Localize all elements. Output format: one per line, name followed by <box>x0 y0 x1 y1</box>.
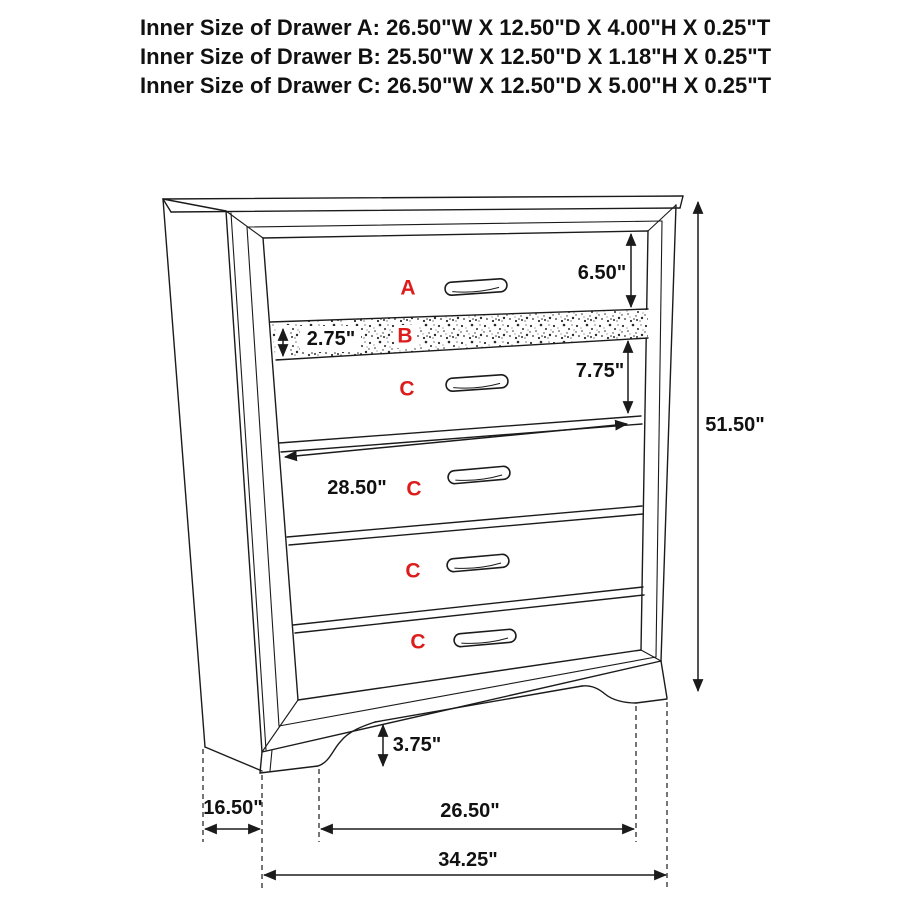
drawer-a-handle <box>445 278 508 295</box>
drawer-c1-letter: C <box>399 377 415 401</box>
top-board-front-edge <box>171 208 680 212</box>
divider-2-top <box>287 506 642 537</box>
drawer-width-arrow <box>285 424 627 457</box>
frame-right-outer <box>661 205 676 661</box>
drawer-dividers <box>279 416 644 633</box>
drawer-c2-letter: C <box>406 477 422 501</box>
inner-size-note-drawer-b: Inner Size of Drawer B: 25.50"W X 12.50"D X 1.18"H X 0.25"T <box>140 44 772 69</box>
drawer-c4-handle <box>454 629 517 647</box>
between-legs-label: 26.50" <box>440 800 500 822</box>
divider-2-bottom <box>289 514 643 545</box>
overall-width-label: 34.25" <box>438 849 498 871</box>
drawer-c1-handle <box>446 374 509 391</box>
drawer-c4-letter: C <box>410 630 426 654</box>
opening-top <box>263 231 648 238</box>
divider-3-top <box>293 587 643 625</box>
divider-3-bottom <box>295 595 644 633</box>
extension-lines <box>203 702 667 889</box>
frame-bevel-left <box>247 227 279 726</box>
drawer-c2-handle <box>448 466 511 484</box>
divider-1-top <box>279 416 641 443</box>
apron-edge <box>375 686 582 722</box>
drawer-b-letter: B <box>397 324 413 348</box>
drawer-c3-letter: C <box>405 559 421 583</box>
plinth-left-corner-detail <box>270 750 272 771</box>
right-foot-curve <box>582 686 636 703</box>
side-front-seam <box>231 213 266 750</box>
top-edge <box>163 196 683 199</box>
side-bottom-edge <box>205 747 262 771</box>
drawer-width-label: 28.50" <box>327 477 387 499</box>
miter-bottom-left <box>262 700 298 752</box>
drawer-c-height-label: 7.75" <box>575 360 625 382</box>
base-and-feet <box>260 661 667 773</box>
plinth-right-edge <box>661 661 667 698</box>
right-foot-bottom <box>636 699 667 703</box>
side-left-edge <box>163 199 205 747</box>
inner-size-note-drawer-a: Inner Size of Drawer A: 26.50"W X 12.50"D X 4.00"H X 0.25"T <box>140 15 771 40</box>
frame-bevel-bottom <box>279 657 656 726</box>
frame-bevel-top <box>247 221 662 227</box>
plinth-left-edge <box>260 752 262 773</box>
drawer-b-height-label: 2.75" <box>306 328 356 350</box>
top-right-cap <box>680 196 683 208</box>
left-foot-bottom <box>260 766 318 773</box>
side-depth-label: 16.50" <box>203 797 263 819</box>
frame-left-outer <box>226 211 262 752</box>
opening-bottom <box>298 650 641 700</box>
inner-size-note-drawer-c: Inner Size of Drawer C: 26.50"W X 12.50"D X 5.00"H X 0.25"T <box>140 73 772 98</box>
drawer-a-letter: A <box>400 276 416 300</box>
overall-height-label: 51.50" <box>705 414 765 436</box>
foot-height-label: 3.75" <box>392 734 442 756</box>
frame-bevel-right <box>656 221 662 657</box>
drawer-c3-handle <box>447 554 510 572</box>
side-top-seam <box>163 199 226 211</box>
drawer-a-height-label: 6.50" <box>577 262 627 284</box>
opening-left <box>263 238 298 700</box>
dimension-arrows <box>205 202 698 875</box>
